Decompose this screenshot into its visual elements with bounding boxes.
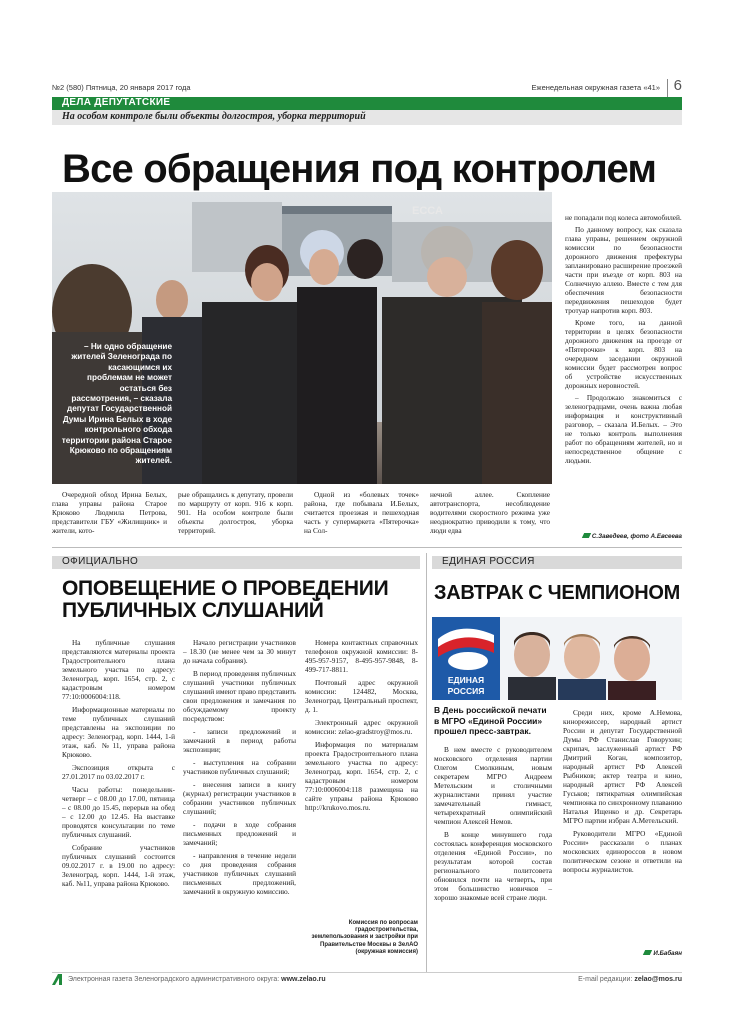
er-photo-illustration — [432, 617, 682, 700]
page-header — [52, 77, 682, 95]
paragraph: Начало регистрации участников – 18.30 (не менее чем за 30 минут до начала собрания). — [183, 638, 296, 665]
photo-caption: – Ни одно обращение жителей Зеленограда по касающимся их проблемам не может остаться без рассмотрения, – сказала депутат Государственной Думы Ирина Белых в ходе контрольного обхода территории района Старое Крюково по обращениям жителей. — [61, 342, 172, 466]
credit-mark-icon — [643, 950, 652, 955]
paragraph: – Продолжаю знакомиться с зеленоградцами, очень важна любая информация и конструктивный разговор, – сказала И.Белых. – Это не только контроль выполнения работ по обращениям жителей, но и непосредственное общение с людьми. — [565, 393, 682, 465]
footer-email-text: E-mail редакции: — [578, 976, 633, 983]
section-label-official — [52, 556, 420, 569]
paragraph: Почтовый адрес окружной комиссии: 124482, Москва, Зеленоград, Центральный проспект, д. 1. — [305, 678, 418, 714]
header-divider — [667, 79, 668, 97]
paragraph: В период проведения публичных слушаний участники публичных слушаний имеют право представить свои предложения и замечания по обсуждаемому проекту посредством: — [183, 669, 296, 723]
paragraph: Очередной обход Ирина Белых, глава управы района Старое Крюково Людмила Петрова, представители ГБУ «Жилищник» и жители, кото- — [52, 490, 167, 535]
rubric-bar — [52, 97, 682, 110]
main-article-col-1 — [52, 490, 167, 535]
section-label-er — [432, 556, 682, 569]
footer-email-link[interactable]: zelao@mos.ru — [634, 976, 682, 983]
paragraph: Информационные материалы по теме публичных слушаний представлены на экспозиции по адресу: Зеленоград, корп. 1444, 1-й этаж, каб. №11, управа района Крюково. — [62, 705, 175, 759]
paragraph: рые обращались к депутату, провели по маршруту от корп. 916 к корп. 901. На особом контроле были объекты долгостроя, уборка территорий. — [178, 490, 293, 535]
footer-email — [578, 976, 682, 983]
main-article-credit — [562, 533, 682, 540]
er-col-2 — [563, 708, 682, 874]
paragraph: нечной аллее. Скопление автотранспорта, несоблюдение водителями скоростного режима уже неоднократно приводили к тому, что люди едва — [430, 490, 550, 535]
main-article-col-4 — [430, 490, 550, 535]
credit-text: И.Бабаян — [653, 950, 682, 957]
zelao-logo-icon — [52, 974, 62, 985]
paragraph: По данному вопросу, как сказала глава управы, решением окружной комиссии по безопасности дорожного движения префектуры запланировано расширение проезжей части при въезде от корп. 803 на Солнечную аллею. Вместе с тем для обеспечения безопасности передвижения пешеходов будет тротуар напротив корп. 803. — [565, 225, 682, 315]
page-footer — [52, 972, 682, 986]
paragraph: Одной из «болевых точек» района, где побывала И.Белых, считается проезжая и пешеходная часть у супермаркета «Пятерочка» на Сол- — [304, 490, 419, 535]
rubric-label: ДЕЛА ДЕПУТАТСКИЕ — [62, 97, 171, 108]
paragraph: не попадали под колеса автомобилей. — [565, 213, 682, 222]
official-col-3 — [305, 638, 418, 812]
footer-site-text: Электронная газета Зеленоградского административного округа: — [68, 976, 280, 983]
main-article-col-3 — [304, 490, 419, 535]
column-divider — [426, 553, 427, 973]
official-col-2 — [183, 638, 296, 896]
er-logo-line: РОССИЯ — [447, 686, 485, 696]
er-photo — [432, 617, 682, 700]
paragraph: Руководители МГРО «Единой России» рассказали о планах московских единороссов в новом политическом сезоне и ответили на вопросы журналистов. — [563, 829, 682, 874]
paragraph: - подачи в ходе собрания письменных предложений и замечаний; — [183, 820, 296, 847]
paragraph: Номера контактных справочных телефонов окружной комиссии: 8-495-957-9157, 8-495-957-9848, 8-499-717-8811. — [305, 638, 418, 674]
photo-sign-text: ЕССА — [412, 205, 443, 217]
paragraph: - выступления на собрании участников публичных слушаний; — [183, 758, 296, 776]
section-label-text: ЕДИНАЯ РОССИЯ — [442, 556, 535, 567]
page-number: 6 — [673, 77, 682, 94]
section-divider — [52, 547, 682, 548]
main-article-right-col — [565, 213, 682, 465]
main-article-col-2 — [178, 490, 293, 535]
paragraph: В нем вместе с руководителем московского отделения партии Олегом Смолкиным, новым секретарем МГРО Андреем Метельским и столичными журналистами принял участие замечательный гимнаст, четырехкратный олимпийский чемпион Алексей Немов. — [434, 745, 552, 826]
paragraph: Информация по материалам проекта Градостроительного плана земельного участка по адресу: Зеленоград, корп. 1654, стр. 2, с кадастровым номером 77:10:0006004:118 размещена на сайте управы района Крюково http://krukovo.mos.ru. — [305, 740, 418, 812]
official-title-line: ОПОВЕЩЕНИЕ О ПРОВЕДЕНИИ — [62, 577, 389, 600]
section-label-text: ОФИЦИАЛЬНО — [62, 556, 139, 567]
official-col-1 — [62, 638, 175, 888]
official-title-line: ПУБЛИЧНЫХ СЛУШАНИЙ — [62, 599, 324, 622]
paragraph: Часы работы: понедельник-четверг – с 08.00 до 17.00, пятница – с 08.00 до 15.45, перерыв на обед – с 12.00 до 12.45. На выставке проводятся консультации по теме публичных слушаний. — [62, 785, 175, 839]
paragraph: - внесения записи в книгу (журнал) регистрации участников в собрании участников публичных слушаний; — [183, 780, 296, 816]
issue-info: №2 (580) Пятница, 20 января 2017 года — [52, 83, 191, 92]
paragraph: На публичные слушания представляются материалы проекта Градостроительного плана земельного участка по адресу: Зеленоград, корп. 1654, стр. 2, с кадастровым номером 77:10:0006004:118. — [62, 638, 175, 701]
main-article-title: Все обращения под контролем — [62, 147, 657, 191]
paragraph: В конце минувшего года состоялась конференция московского отделения «Единой России», по результатам которой состав регионального политсовета обновился почти на четверть, при этом большинство новичков – хорошо знакомые всей стране люди. — [434, 830, 552, 902]
paragraph: Собрание участников публичных слушаний состоится 09.02.2017 г. в 19.00 по адресу: Зеленоград, корп. 1444, 1-й этаж, каб. №11, управа района Крюково. — [62, 843, 175, 888]
er-col-1 — [434, 745, 552, 902]
subrubric-bar — [52, 110, 682, 125]
paragraph: Экспозиция открыта с 27.01.2017 по 03.02.2017 г. — [62, 763, 175, 781]
official-signature: Комиссия по вопросам градостроительства, землепользования и застройки при Правительстве Москвы в ЗелАО (окружная комиссия) — [311, 920, 418, 955]
footer-site-link[interactable]: www.zelao.ru — [281, 976, 326, 983]
paragraph: Кроме того, на данной территории в целях безопасности дорожного движения на проезде от «Пятерочки» к корп. 803 на очередном заседании окружной комиссии будет рассмотрен вопрос об устройстве искусственных дорожных неровностей. — [565, 318, 682, 390]
official-title — [62, 578, 422, 622]
subrubric-label: На особом контроле были объекты долгостроя, уборка территорий — [62, 111, 366, 122]
er-title: ЗАВТРАК С ЧЕМПИОНОМ — [434, 582, 680, 604]
paragraph: - записи предложений и замечаний в период работы экспозиции; — [183, 727, 296, 754]
footer-site — [68, 976, 326, 983]
er-logo-line: ЕДИНАЯ — [447, 675, 485, 685]
paragraph: - направления в течение недели со дня проведения собрания участников публичных слушаний письменных предложений, замечаний в окружную комиссию. — [183, 851, 296, 896]
credit-text: С.Заведеев, фото А.Евсеева — [591, 533, 682, 540]
er-credit — [600, 950, 682, 957]
er-lead: В День российской печати в МГРО «Единой России» прошел пресс-завтрак. — [434, 705, 547, 736]
paragraph: Среди них, кроме А.Немова, кинорежиссер, народный артист России и депутат Государственной Думы РФ Станислав Говорухин; скрипач, заслуженный артист РФ Дмитрий Коган, композитор, народный артист РФ Алексей Рыбников; актер театра и кино, народный артист РФ Алексей Гуськов; пятикратная олимпийская чемпионка по синхронному плаванию Наталья Ищенко и др. Секретарь МГРО партии избран А.Метельский. — [563, 708, 682, 825]
newspaper-name: Еженедельная окружная газета «41» — [531, 83, 660, 92]
credit-mark-icon — [582, 533, 591, 538]
paragraph: Электронный адрес окружной комиссии: zelao-gradstroy@mos.ru. — [305, 718, 418, 736]
